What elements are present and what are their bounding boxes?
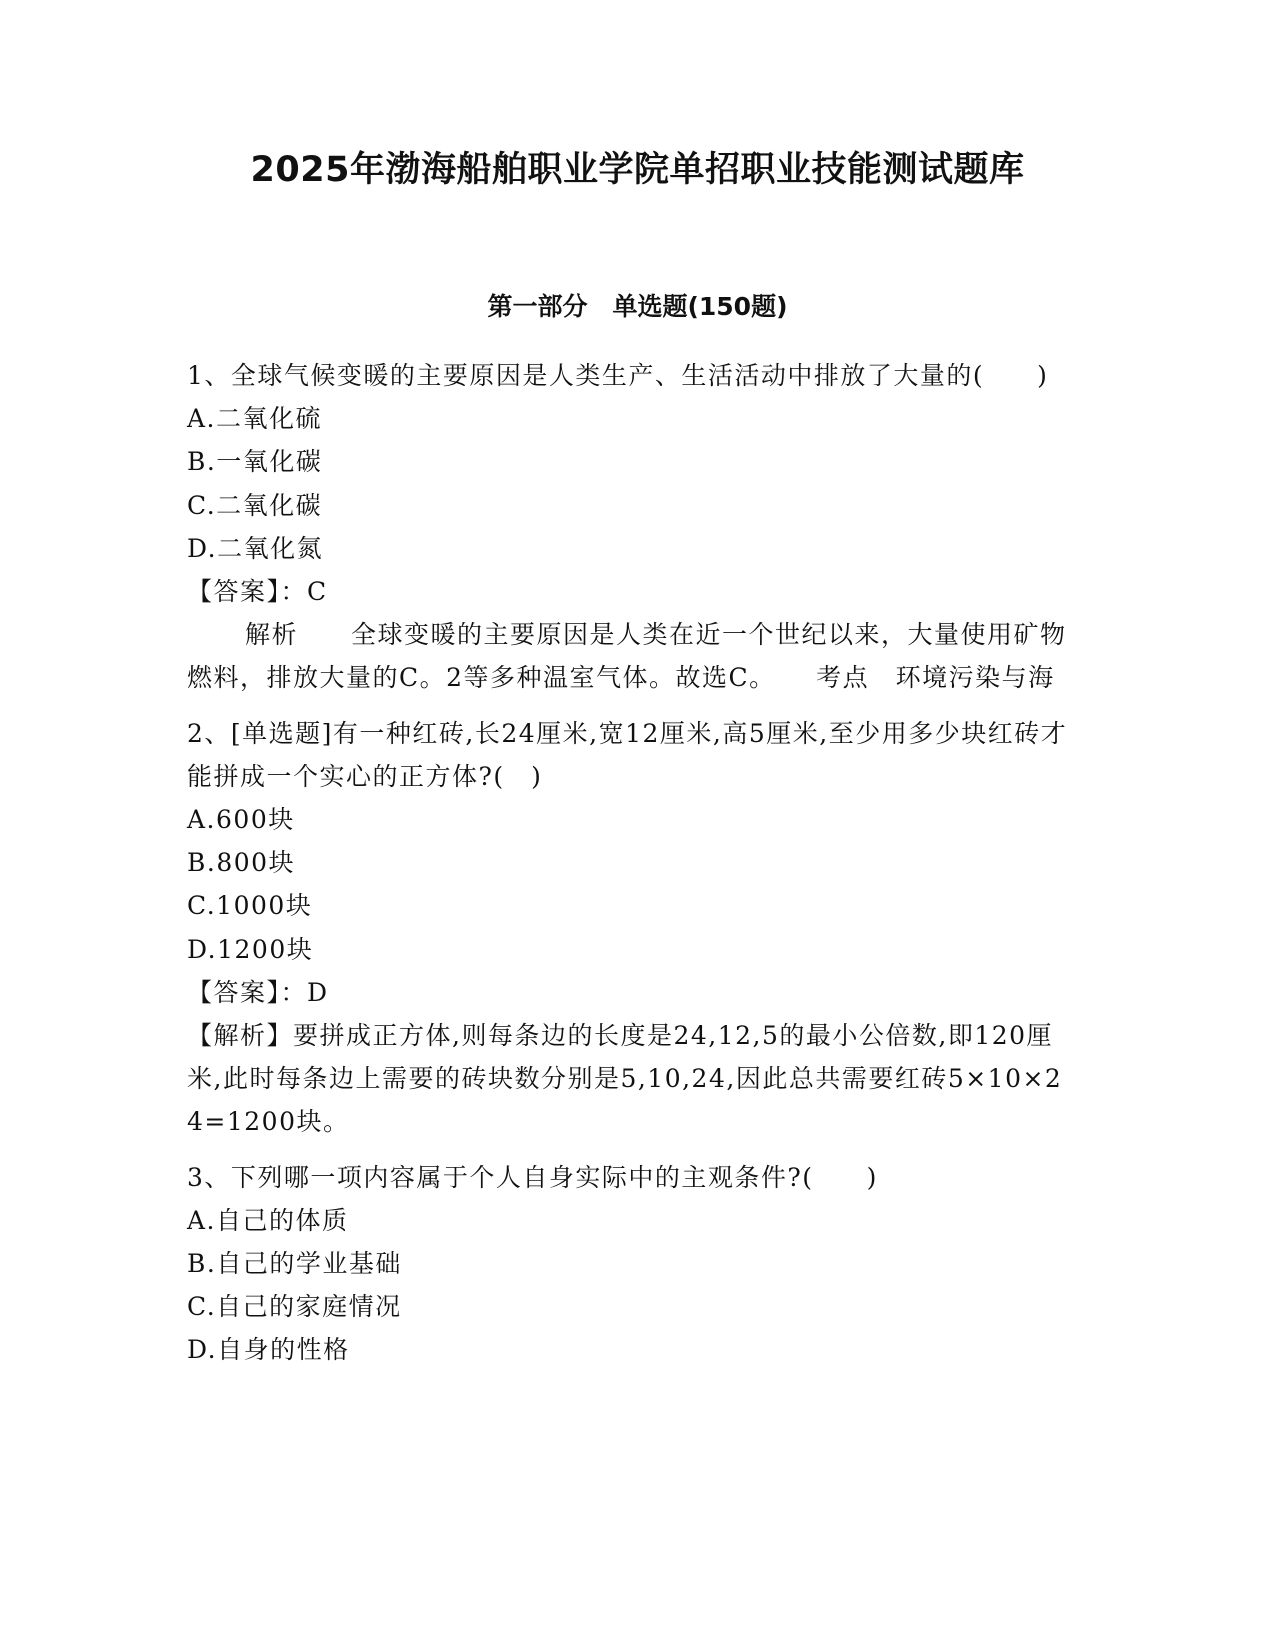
option-c: C.二氧化碳 bbox=[187, 490, 323, 520]
option-a: A.600块 bbox=[187, 805, 295, 835]
question-1 bbox=[187, 354, 1077, 700]
option-b: B.自己的学业基础 bbox=[187, 1249, 402, 1279]
option-b: B.一氧化碳 bbox=[187, 447, 323, 477]
question-3 bbox=[187, 1156, 1077, 1372]
option-d: D.自身的性格 bbox=[187, 1335, 350, 1365]
question-stem: 3、下列哪一项内容属于个人自身实际中的主观条件?( ) bbox=[187, 1162, 878, 1192]
question-stem: 1、全球气候变暖的主要原因是人类生产、生活活动中排放了大量的( ) bbox=[187, 361, 1049, 390]
option-c: C.自己的家庭情况 bbox=[187, 1292, 402, 1322]
answer-line: 【答案】：D bbox=[187, 977, 329, 1007]
option-a: A.自己的体质 bbox=[187, 1205, 349, 1235]
analysis-text: 【解析】要拼成正方体,则每条边的长度是24,12,5的最小公倍数,即120厘米,此时每条边上需要的砖块数分别是5,10,24,因此总共需要红砖5×10×24=1200块。 bbox=[187, 1021, 1063, 1137]
question-list bbox=[187, 354, 1077, 1372]
answer-line: 【答案】：C bbox=[187, 577, 328, 607]
option-c: C.1000块 bbox=[187, 891, 313, 921]
document-title: 2025年渤海船舶职业学院单招职业技能测试题库 bbox=[250, 150, 1025, 190]
section-title: 第一部分 单选题(150题) bbox=[487, 292, 788, 321]
option-d: D.1200块 bbox=[187, 934, 314, 964]
option-b: B.800块 bbox=[187, 848, 296, 878]
question-2 bbox=[187, 712, 1077, 1144]
question-stem: 2、[单选题]有一种红砖,长24厘米,宽12厘米,高5厘米,至少用多少块红砖才能拼成一个实心的正方体?( ) bbox=[187, 718, 1068, 791]
analysis-text: 解析 全球变暖的主要原因是人类在近一个世纪以来，大量使用矿物燃料，排放大量的C。2等多种温室气体。故选C。 考点 环境污染与海 bbox=[187, 620, 1067, 693]
option-d: D.二氧化氮 bbox=[187, 533, 324, 563]
option-a: A.二氧化硫 bbox=[187, 404, 323, 434]
